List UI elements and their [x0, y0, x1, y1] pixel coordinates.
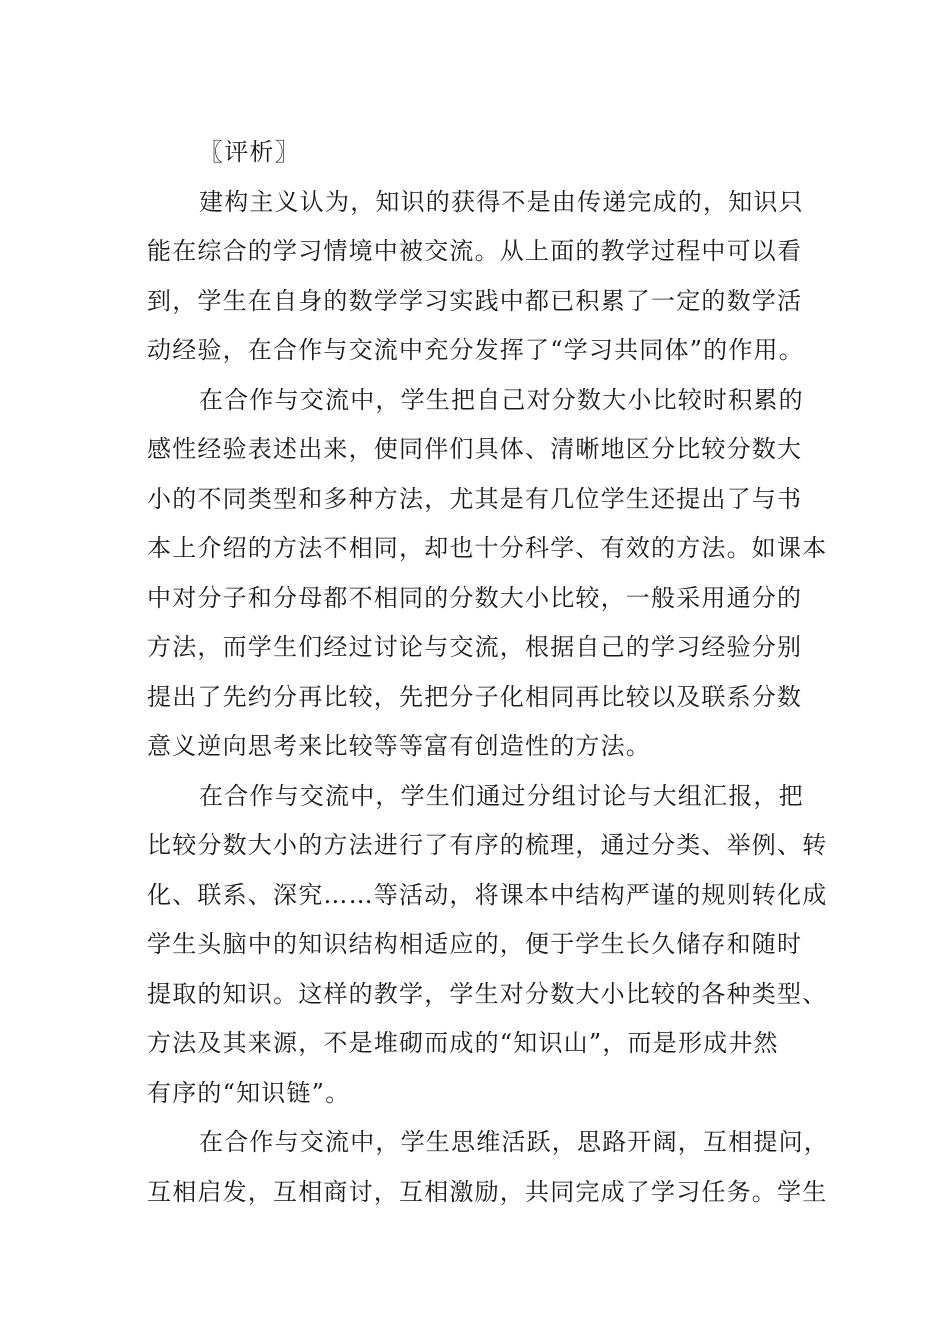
paragraph-line: 互相启发，互相商讨，互相激励，共同完成了学习任务。学生	[147, 1177, 828, 1206]
paragraph-line: 方法，而学生们经过讨论与交流，根据自己的学习经验分别	[147, 633, 803, 661]
paragraph-line: 提取的知识。这样的教学，学生对分数大小比较的各种类型、	[147, 979, 828, 1008]
paragraph-line: 方法及其来源，不是堆砌而成的“知识山”，而是形成井然	[147, 1029, 779, 1057]
paragraph-line: 能在综合的学习情境中被交流。从上面的教学过程中可以看	[147, 237, 803, 265]
paragraph-3	[147, 772, 828, 1119]
paragraph-line: 动经验，在合作与交流中充分发挥了“学习共同体”的作用。	[147, 336, 804, 364]
paragraph-line: 在合作与交流中，学生们通过分组讨论与大组汇报，把	[199, 781, 804, 810]
paragraph-line: 感性经验表述出来，使同伴们具体、清晰地区分比较分数大	[147, 435, 803, 463]
paragraph-line: 化、联系、深究……等活动，将课本中结构严谨的规则转化成	[147, 880, 828, 909]
paragraph-line: 学生头脑中的知识结构相适应的，便于学生长久储存和随时	[147, 930, 803, 958]
paragraph-line: 中对分子和分母都不相同的分数大小比较，一般采用通分的	[147, 583, 803, 612]
paragraph-line: 在合作与交流中，学生思维活跃，思路开阔，互相提问，	[199, 1128, 829, 1156]
paragraph-2	[147, 376, 828, 772]
section-heading: 〖评析〗	[199, 138, 300, 166]
paragraph-1	[147, 178, 807, 376]
paragraph-line: 比较分数大小的方法进行了有序的梳理，通过分类、举例、转	[147, 831, 828, 859]
document-body	[147, 128, 829, 1217]
paragraph-line: 小的不同类型和多种方法，尤其是有几位学生还提出了与书	[147, 484, 803, 513]
paragraph-line: 建构主义认为，知识的获得不是由传递完成的，知识只	[199, 187, 804, 216]
paragraph-line: 到，学生在自身的数学学习实践中都已积累了一定的数学活	[147, 286, 803, 315]
paragraph-line: 意义逆向思考来比较等等富有创造性的方法。	[147, 732, 651, 760]
paragraph-line: 提出了先约分再比较，先把分子化相同再比较以及联系分数	[147, 682, 803, 711]
paragraph-line: 有序的“知识链”。	[147, 1078, 351, 1107]
paragraph-4	[147, 1118, 829, 1217]
paragraph-line: 本上介绍的方法不相同，却也十分科学、有效的方法。如课本	[147, 534, 828, 562]
paragraph-line: 在合作与交流中，学生把自己对分数大小比较时积累的	[199, 385, 804, 414]
